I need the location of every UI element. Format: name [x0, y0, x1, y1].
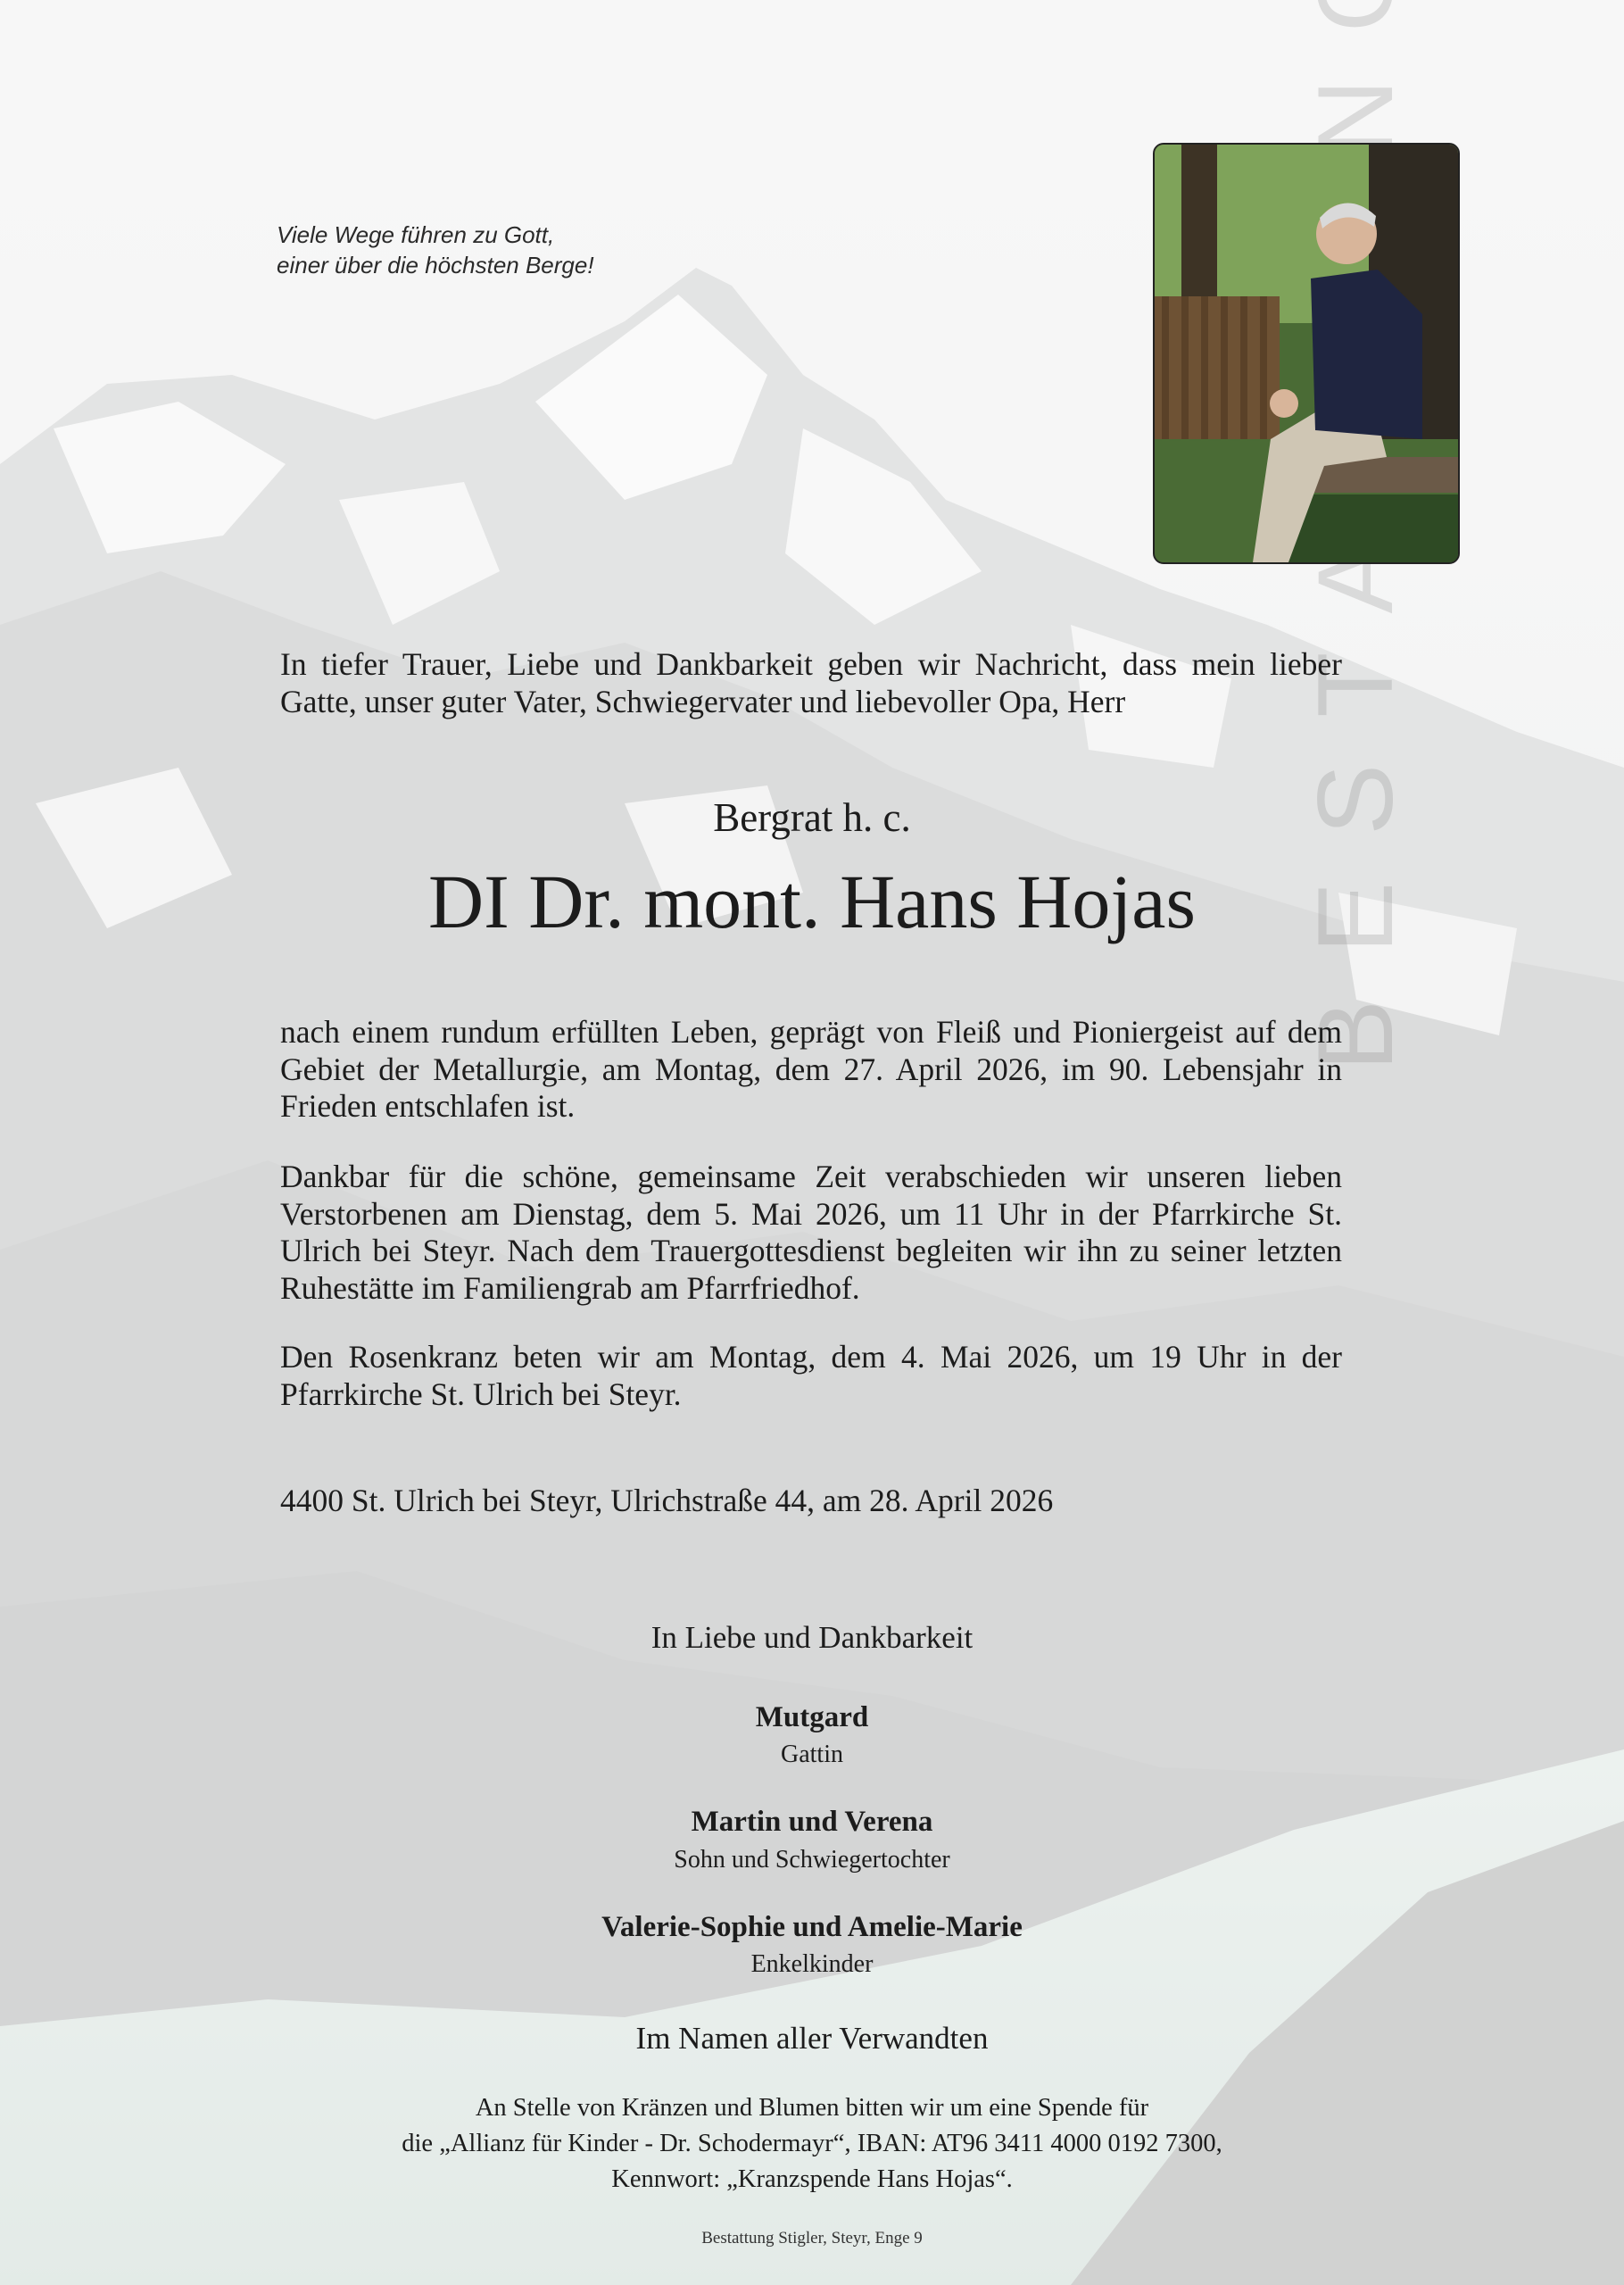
quote-line-2: einer über die höchsten Berge!	[277, 252, 594, 278]
quote-line-1: Viele Wege führen zu Gott,	[277, 221, 555, 248]
place-and-date: 4400 St. Ulrich bei Steyr, Ulrichstraße 44, am 28. April 2026	[280, 1483, 1054, 1518]
in-love-line: In Liebe und Dankbarkeit	[650, 1620, 974, 1655]
deceased-name: DI Dr. mont. Hans Hojas	[428, 859, 1196, 944]
donation-line-2: die „Allianz für Kinder - Dr. Schodermayr“, IBAN: AT96 3411 4000 0192 7300,	[402, 2130, 1222, 2157]
portrait-photo	[1153, 143, 1460, 564]
quote	[277, 220, 812, 280]
family-member-relation: Gattin	[781, 1741, 843, 1768]
funeral-paragraph: Dankbar für die schöne, gemeinsame Zeit verabschieden wir unseren lieben Verstorbenen am Dienstag, dem 5. Mai 2026, um 11 Uhr in der Pfarrkirche St. Ulrich bei Steyr. Nach dem Trauergottesdienst begleiten wir ihn zu seiner letzten Ruhestätte im Familiengrab am Pfarrfriedhof.	[280, 1159, 1342, 1306]
funeral-home-footer: Bestattung Stigler, Steyr, Enge 9	[701, 2229, 923, 2248]
life-paragraph: nach einem rundum erfüllten Leben, geprägt von Fleiß und Pioniergeist auf dem Gebiet der Metallurgie, am Montag, dem 27. April 2026, im 90. Lebensjahr in Frieden entschlafen ist.	[280, 1014, 1342, 1124]
family-member-relation: Enkelkinder	[750, 1950, 874, 1978]
family-member-name: Valerie-Sophie und Amelie-Marie	[601, 1911, 1023, 1943]
donation-line-1: An Stelle von Kränzen und Blumen bitten wir um eine Spende für	[475, 2094, 1149, 2122]
family-member-relation: Sohn und Schwiegertochter	[674, 1846, 950, 1874]
intro-paragraph: In tiefer Trauer, Liebe und Dankbarkeit geben wir Nachricht, dass mein lieber Gatte, unser guter Vater, Schwiegervater und liebevoller Opa, Herr	[280, 646, 1342, 719]
rosary-paragraph: Den Rosenkranz beten wir am Montag, dem 4. Mai 2026, um 19 Uhr in der Pfarrkirche St. Ulrich bei Steyr.	[280, 1339, 1342, 1412]
family-member-name: Martin und Verena	[691, 1806, 933, 1838]
relatives-line: Im Namen aller Verwandten	[635, 2021, 989, 2056]
donation-line-3: Kennwort: „Kranzspende Hans Hojas“.	[611, 2165, 1013, 2193]
donation-request	[0, 2090, 1624, 2198]
deceased-title-prefix: Bergrat h. c.	[713, 795, 911, 840]
family-member-name: Mutgard	[755, 1701, 869, 1733]
